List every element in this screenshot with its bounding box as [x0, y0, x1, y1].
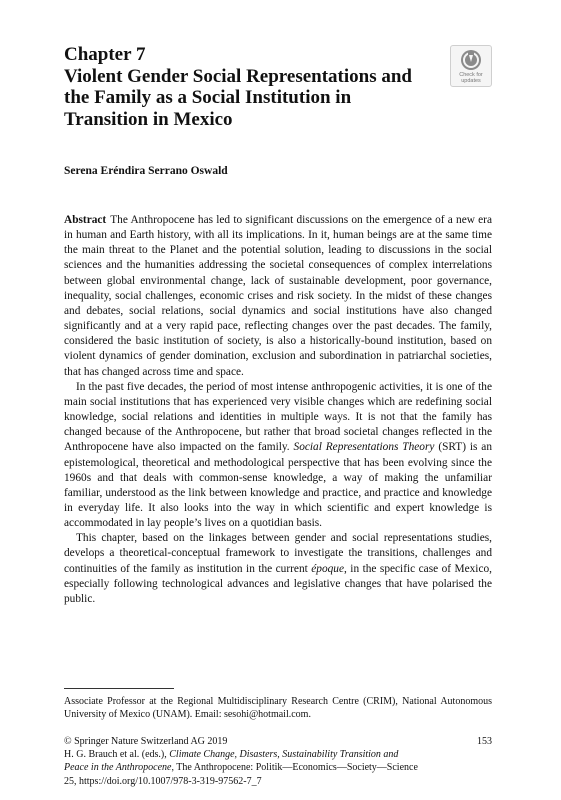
- author-affiliation-footnote: Associate Professor at the Regional Multidisciplinary Research Centre (CRIM), National Autonomous University of Mexico (UNAM). Email: sesohi@hotmail.com.: [64, 696, 492, 720]
- abstract-text-3-end: , in the specific case of Mexico, especially following technological advances and legislative changes that have polarised the public.: [64, 562, 493, 605]
- epoque-term: époque: [311, 562, 345, 575]
- citation-line: [64, 748, 424, 788]
- abstract: [64, 213, 492, 607]
- citation-editors: H. G. Brauch et al. (eds.),: [64, 749, 167, 761]
- abstract-paragraph-2: [64, 380, 492, 532]
- copyright-block: [64, 735, 424, 788]
- check-for-updates-label: Check for updates: [459, 72, 483, 84]
- chapter-title: Violent Gender Social Representations and the Family as a Social Institution in Transition in Mexico: [64, 65, 412, 130]
- chapter-label: Chapter 7: [64, 44, 146, 65]
- abstract-text-2: In the past five decades, the period of most intense anthropogenic activities, it is one of the main social institutions that has experienced very visible changes which are redefining social knowledge, social relations and identities in multiple ways. It is not that the family has changed because of the Anthropocene, but rather that broad societal changes reflected in the Anthropocene have also impacted on the family.: [64, 380, 492, 454]
- check-for-updates-icon: [460, 49, 482, 71]
- check-for-updates-badge[interactable]: [450, 45, 492, 87]
- abstract-paragraph-1: [64, 213, 492, 380]
- citation-series-doi[interactable]: , The Anthropocene: Politik—Economics—Society—Science 25, https://doi.org/10.1007/978-3-319-97562-7_7: [64, 762, 418, 787]
- abstract-text-1: The Anthropocene has led to significant discussions on the emergence of a new era in human and Earth history, with all its implications. In it, human beings are at the same time the main threat to the Planet and the potential solution, leading to discussions in the social sciences and the humanities addressing the societal consequences of complex interrelations between global environmental change, lack of sustainable development, poor governance, inequality, social challenges, economic crises and risk society. In the midst of these changes and debates, social relations, social dynamics and social institutions have also changed significantly and at a very rapid pace, reflecting changes over the past decades. The family, considered the basic institution of society, is also a historically-bound institution, based on violent dynamics of gender domination, exclusion and subordination in patriarchal societies, that has changed across time and space.: [64, 214, 492, 378]
- page-number: 153: [477, 736, 492, 747]
- copyright-line: © Springer Nature Switzerland AG 2019: [64, 736, 228, 747]
- abstract-text-2-rest: (SRT) is an epistemological, theoretical and methodological perspective that has been evolving since the 1960s and that deals with common-sense knowledge, a way of making the unfamiliar familiar, understood as the link between knowledge and practice, and practice and knowledge in everyday life. It also looks into the way in which scientific and expert knowledge is accommodated in lay people’s lives on a quotidian basis.: [64, 441, 493, 530]
- chapter-heading: [64, 44, 434, 130]
- abstract-label: Abstract: [64, 214, 107, 226]
- abstract-paragraph-3: [64, 531, 492, 607]
- abstract-text-3: This chapter, based on the linkages between gender and social representations studies, develops a theoretical-conceptual framework to investigate the transitions, challenges and continuities of the family as institution in the current: [64, 532, 492, 575]
- srt-term: Social Representations Theory: [293, 441, 435, 454]
- citation-book-title: Climate Change, Disasters, Sustainability Transition and Peace in the Anthropocene: [64, 749, 399, 774]
- author-name: Serena Eréndira Serrano Oswald: [64, 165, 228, 177]
- footnote-divider: [64, 688, 174, 689]
